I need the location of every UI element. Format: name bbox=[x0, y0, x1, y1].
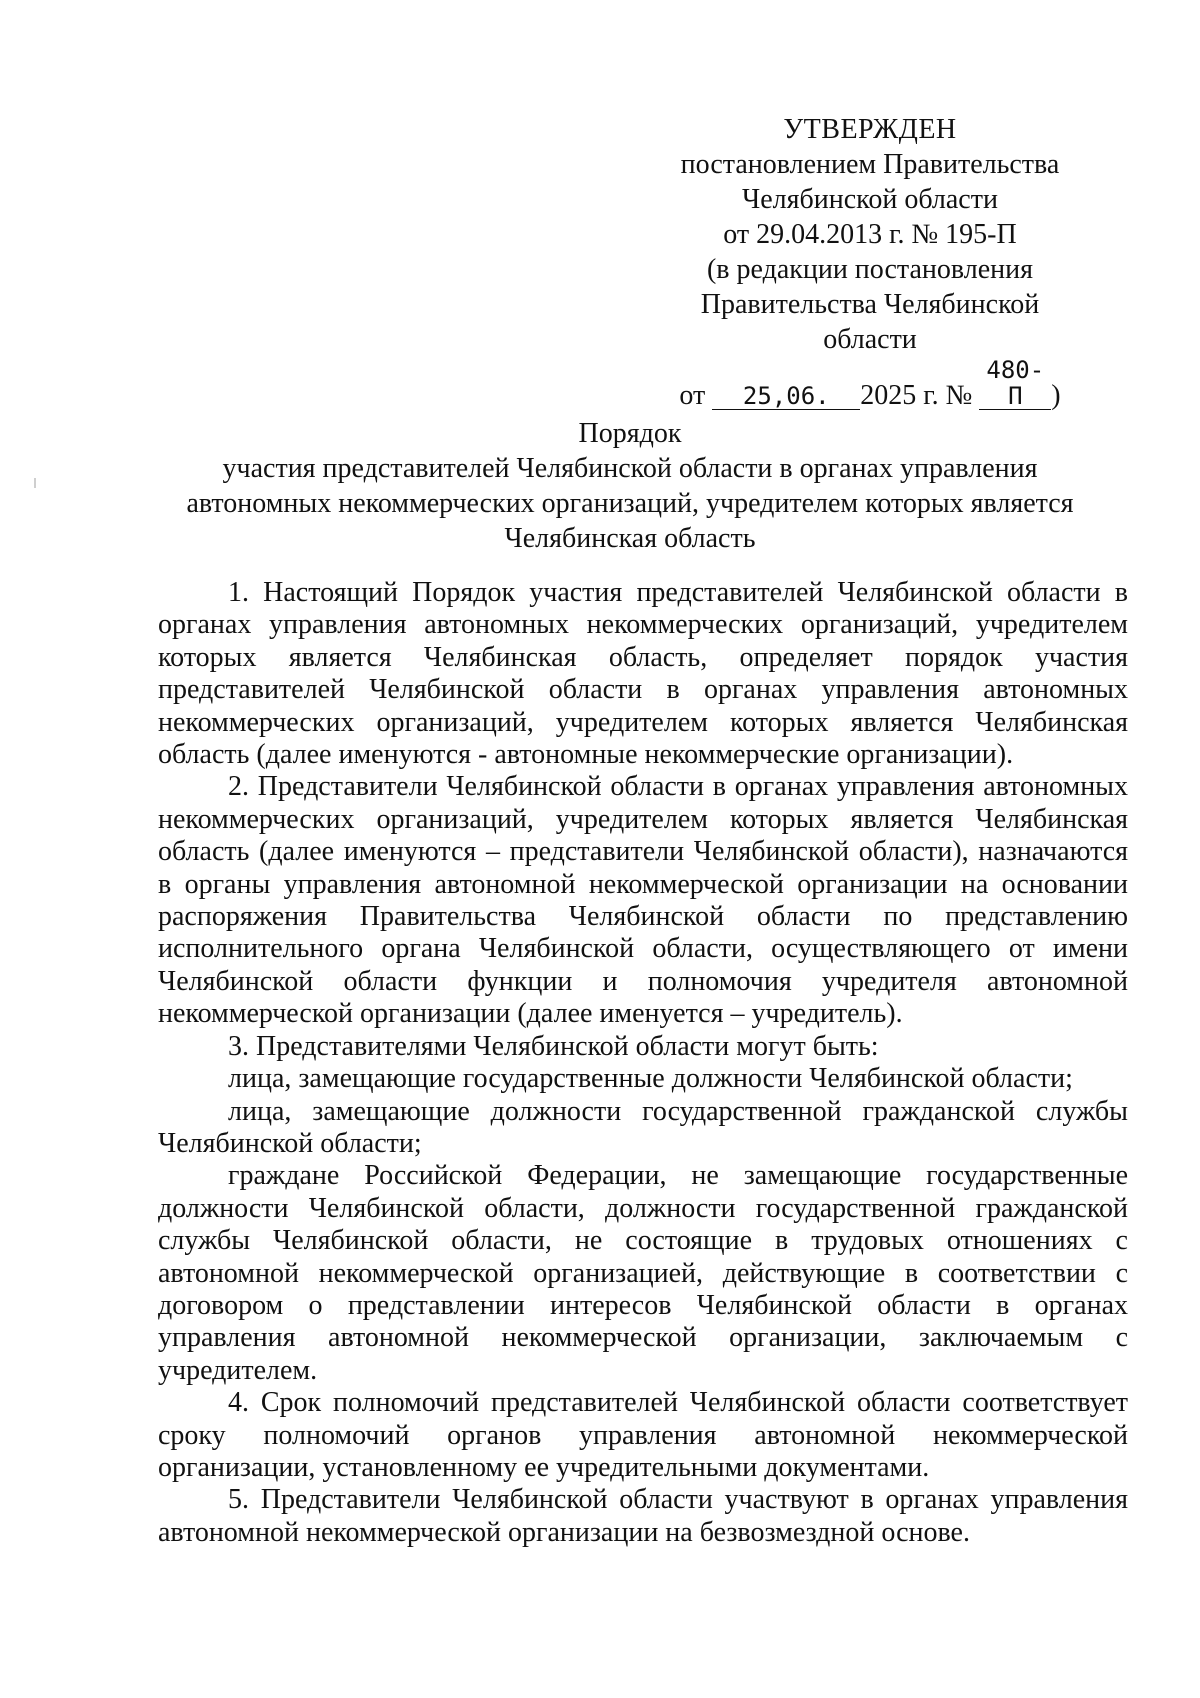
paragraph-1: 1. Настоящий Порядок участия представителей Челябинской области в органах управления автономных некоммерческих организаций, учредителем которых является Челябинская область, определяет порядок участия представителей Челябинской области в органах управления автономных некоммерческих организаций, учредителем которых является Челябинская область (далее именуются - автономные некоммерческие организации). bbox=[158, 577, 1128, 771]
approval-line-4: (в редакции постановления bbox=[706, 254, 1034, 285]
approval-line-3: от 29.04.2013 г. № 195-П bbox=[723, 219, 1017, 250]
paragraph-3-item-2: лица, замещающие должности государственной гражданской службы Челябинской области; bbox=[158, 1095, 1128, 1159]
paragraph-5: 5. Представители Челябинской области участвуют в органах управления автономной некоммерческой организации на безвозмездной основе. bbox=[158, 1484, 1128, 1548]
scan-artifact bbox=[34, 478, 36, 488]
handwritten-decree-number: 480-П bbox=[979, 357, 1051, 410]
document-title-line-2: автономных некоммерческих организаций, учредителем которых является bbox=[186, 488, 1074, 519]
document-title-line-3: Челябинская область bbox=[504, 523, 756, 554]
paragraph-3: 3. Представителями Челябинской области могут быть: bbox=[228, 1030, 879, 1062]
document-title bbox=[150, 416, 1110, 556]
paragraph-3-item-3: граждане Российской Федерации, не замещающие государственные должности Челябинской области, должности государственной гражданской службы Челябинской области, не состоящие в трудовых отношениях с автономной некоммерческой организацией, действующие в соответствии с договором о представлении интересов Челябинской области в органах управления автономной некоммерческой организации, заключаемым с учредителем. bbox=[158, 1160, 1128, 1386]
approval-closing-paren: ) bbox=[1051, 380, 1061, 411]
approval-from-label: от bbox=[679, 380, 706, 411]
document-heading: Порядок bbox=[578, 418, 682, 449]
document-body bbox=[158, 577, 1128, 1549]
approval-stamp-block bbox=[660, 112, 1080, 413]
document-title-line-1: участия представителей Челябинской области в органах управления bbox=[222, 453, 1038, 484]
paragraph-2: 2. Представители Челябинской области в органах управления автономных некоммерческих организаций, учредителем которых является Челябинская область (далее именуются – представители Челябинской области), назначаются в органы управления автономной некоммерческой организации на основании распоряжения Правительства Челябинской области по представлению исполнительного органа Челябинской области, осуществляющего от имени Челябинской области функции и полномочия учредителя автономной некоммерческой организации (далее именуется – учредитель). bbox=[158, 771, 1128, 1030]
handwritten-date: 25,06. bbox=[712, 383, 860, 410]
paragraph-3-item-1: лица, замещающие государственные должности Челябинской области; bbox=[228, 1063, 1073, 1095]
approval-title: УТВЕРЖДЕН bbox=[783, 114, 957, 145]
approval-line-5: Правительства Челябинской области bbox=[700, 289, 1040, 355]
approval-line-2: Челябинской области bbox=[742, 184, 998, 215]
paragraph-4: 4. Срок полномочий представителей Челябинской области соответствует сроку полномочий органов управления автономной некоммерческой организации, установленному ее учредительными документами. bbox=[158, 1387, 1128, 1483]
approval-line-1: постановлением Правительства bbox=[680, 149, 1060, 180]
approval-line-6 bbox=[660, 357, 1080, 413]
approval-year-number-label: 2025 г. № bbox=[860, 380, 973, 411]
